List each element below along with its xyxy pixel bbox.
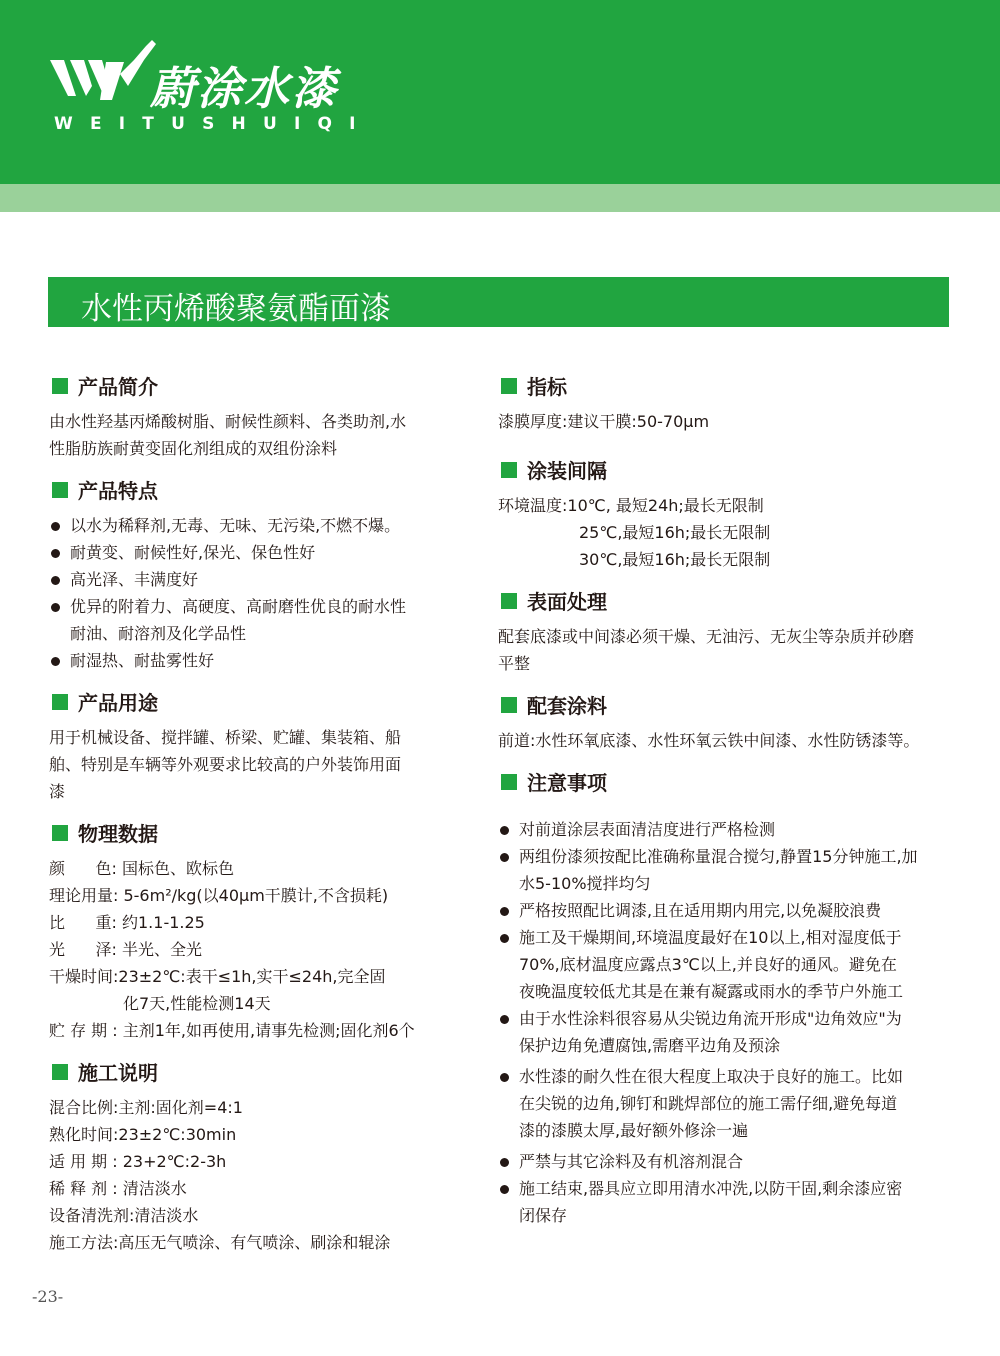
bullet-icon [500,1185,509,1194]
data-row: 施工方法:高压无气喷涂、有气喷涂、刷涂和辊涂 [49,1233,391,1252]
product-title-bar [48,277,949,327]
bullet-icon [500,907,509,916]
section-heading-index: 指标 [498,372,958,402]
data-row: 干燥时间:23±2℃:表干≤1h,实干≤24h,完全固 [49,967,386,986]
matching-text: 前道:水性环氧底漆、水性环氧云铁中间漆、水性防锈漆等。 [498,731,920,750]
bullet-icon [51,576,60,585]
data-row: 熟化时间:23±2℃:30min [49,1125,237,1144]
interval-data [498,492,958,573]
logo-mark-icon [50,40,160,112]
list-item: 以水为稀释剂,无毒、无味、无污染,不燃不爆。 [49,512,459,539]
left-column [49,372,459,1256]
bullet-icon [51,522,60,531]
bullet-icon [500,1158,509,1167]
intro-text: 由水性羟基丙烯酸树脂、耐候性颜料、各类助剂,水 性脂肪族耐黄变固化剂组成的双组份涂料 [49,412,407,458]
list-item: 耐湿热、耐盐雾性好 [49,647,459,674]
data-row: 30℃,最短16h;最长无限制 [579,550,771,569]
list-item: 耐黄变、耐候性好,保光、保色性好 [49,539,459,566]
heading-square-icon [501,774,517,790]
bullet-icon [500,826,509,835]
data-row: 化7天,性能检测14天 [123,994,271,1013]
list-item: 水性漆的耐久性在很大程度上取决于良好的施工。比如 在尖锐的边角,铆钉和跳焊部位的施工需仔细,避免每道 漆的漆膜太厚,最好额外修涂一遍 [498,1063,958,1144]
list-item: 严禁与其它涂料及有机溶剂混合 [498,1148,958,1175]
list-item: 优异的附着力、高硬度、高耐磨性优良的耐水性 耐油、耐溶剂及化学品性 [49,593,459,647]
data-row: 理论用量: 5-6m²/kg(以40μm干膜计,不含损耗) [49,886,389,905]
section-heading-surface: 表面处理 [498,587,958,617]
list-item: 两组份漆须按配比准确称量混合搅匀,静置15分钟施工,加 水5-10%搅拌均匀 [498,843,958,897]
data-row: 比 重: 约1.1-1.25 [49,913,205,932]
bullet-icon [51,657,60,666]
section-heading-notes: 注意事项 [498,768,958,798]
section-heading-interval: 涂装间隔 [498,456,958,486]
heading-square-icon [52,378,68,394]
bullet-icon [500,934,509,943]
data-row: 稀 释 剂 : 清洁淡水 [49,1179,187,1198]
page-number: -23- [32,1287,64,1306]
list-item: 对前道涂层表面清洁度进行严格检测 [498,816,958,843]
data-row: 颜 色: 国标色、欧标色 [49,859,234,878]
brand-name-cn: 蔚涂水漆 [150,62,339,115]
data-row: 环境温度:10℃, 最短24h;最长无限制 [498,496,764,515]
product-title: 水性丙烯酸聚氨酯面漆 [81,291,391,327]
heading-square-icon [52,1064,68,1080]
bullet-icon [51,603,60,612]
heading-square-icon [52,694,68,710]
list-item: 高光泽、丰满度好 [49,566,459,593]
list-item: 由于水性涂料很容易从尖锐边角流开形成"边角效应"为 保护边角免遭腐蚀,需磨平边角及预涂 [498,1005,958,1059]
section-heading-physical: 物理数据 [49,819,459,849]
features-list [49,512,459,674]
bullet-icon [500,1015,509,1024]
heading-square-icon [501,378,517,394]
surface-text: 配套底漆或中间漆必须干燥、无油污、无灰尘等杂质并砂磨 平整 [498,627,915,673]
bullet-icon [500,1073,509,1082]
physical-data [49,855,459,1044]
data-row: 混合比例:主剂:固化剂=4:1 [49,1098,243,1117]
right-column [498,372,958,1229]
data-row: 25℃,最短16h;最长无限制 [579,523,771,542]
section-heading-intro: 产品简介 [49,372,459,402]
heading-square-icon [501,697,517,713]
data-row: 设备清洗剂:清洁淡水 [49,1206,199,1225]
brand-logo [50,40,380,140]
section-heading-usage: 产品用途 [49,688,459,718]
brand-name-en: WEITUSHUIQI [54,114,373,134]
bullet-icon [500,853,509,862]
heading-square-icon [52,825,68,841]
data-row: 适 用 期 : 23+2℃:2-3h [49,1152,227,1171]
section-heading-matching: 配套涂料 [498,691,958,721]
notes-list [498,816,958,1229]
heading-square-icon [52,482,68,498]
data-row: 光 泽: 半光、全光 [49,940,202,959]
list-item: 施工及干燥期间,环境温度最好在10以上,相对湿度低于 70%,底材温度应露点3℃以上,并良好的通风。避免在 夜晚温度较低尤其是在兼有凝露或雨水的季节户外施工 [498,924,958,1005]
bullet-icon [51,549,60,558]
list-item: 施工结束,器具应立即用清水冲洗,以防干固,剩余漆应密 闭保存 [498,1175,958,1229]
data-row: 贮 存 期 : 主剂1年,如再使用,请事先检测;固化剂6个 [49,1021,415,1040]
section-heading-features: 产品特点 [49,476,459,506]
list-item: 严格按照配比调漆,且在适用期内用完,以免凝胶浪费 [498,897,958,924]
construction-data [49,1094,459,1256]
usage-text: 用于机械设备、搅拌罐、桥梁、贮罐、集装箱、船 舶、特别是车辆等外观要求比较高的户外装饰用面 漆 [49,728,402,801]
section-heading-construction: 施工说明 [49,1058,459,1088]
header-band [0,184,1000,212]
index-text: 漆膜厚度:建议干膜:50-70μm [498,412,710,431]
heading-square-icon [501,462,517,478]
heading-square-icon [501,593,517,609]
